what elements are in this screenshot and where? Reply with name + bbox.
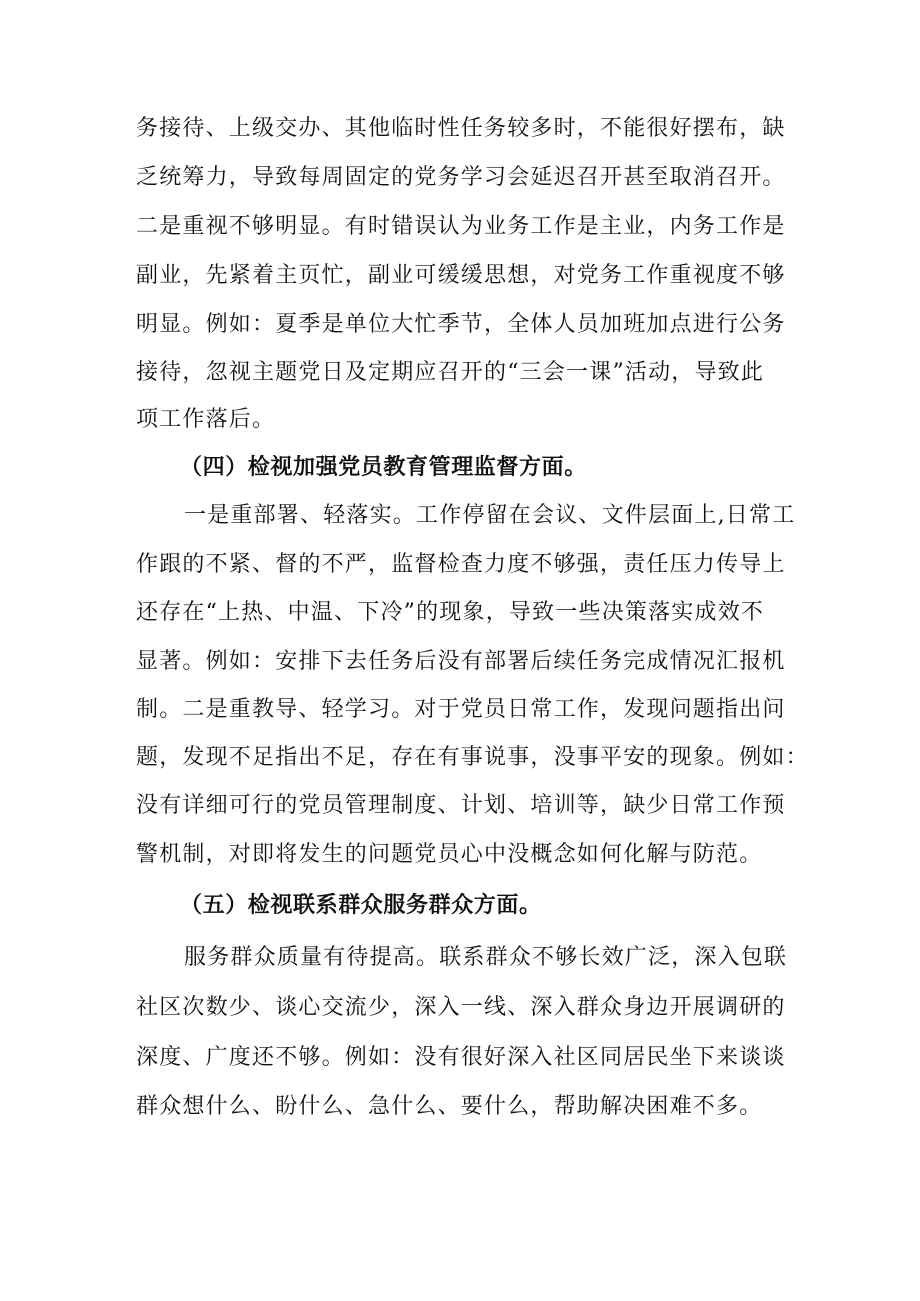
para2-line-1: 一是重部署、轻落实。工作停留在会议、文件层面上,日常工 (184, 503, 796, 528)
para3-line-3: 深度、广度还不够。例如：没有很好深入社区同居民坐下来谈谈 (136, 1045, 786, 1070)
para1-line-2: 乏统筹力，导致每周固定的党务学习会延迟召开甚至取消召开。 (136, 165, 786, 190)
para1-line-6: 接待，忽视主题党日及定期应召开的“三会一课”活动，导致此 (136, 360, 765, 385)
para3-line-1: 服务群众质量有待提高。联系群众不够长效广泛，深入包联 (184, 945, 788, 970)
para2-line-3: 还存在“上热、中温、下冷”的现象，导致一些决策落实成效不 (136, 600, 765, 625)
para3-line-2: 社区次数少、谈心交流少，深入一线、深入群众身边开展调研的 (136, 995, 786, 1020)
para2-line-7: 没有详细可行的党员管理制度、计划、培训等，缺少日常工作预 (136, 793, 786, 818)
para1-line-4: 副业，先紧着主页忙，副业可缓缓思想，对党务工作重视度不够 (136, 263, 786, 288)
para2-line-8: 警机制，对即将发生的问题党员心中没概念如何化解与防范。 (136, 842, 763, 867)
para2-line-4: 显著。例如：安排下去任务后没有部署后续任务完成情况汇报机 (136, 649, 786, 674)
para2-line-2: 作跟的不紧、督的不严，监督检查力度不够强，责任压力传导上 (136, 552, 786, 577)
section-heading-4: （四）检视加强党员教育管理监督方面。 (180, 454, 587, 480)
para1-line-3: 二是重视不够明显。有时错误认为业务工作是主业，内务工作是 (136, 214, 786, 239)
para2-line-6: 题，发现不足指出不足，存在有事说事，没事平安的现象。例如： (136, 745, 809, 770)
para1-line-1: 务接待、上级交办、其他临时性任务较多时，不能很好摆布，缺 (136, 116, 786, 141)
section-heading-5: （五）检视联系群众服务群众方面。 (180, 892, 542, 918)
para1-line-5: 明显。例如：夏季是单位大忙季节，全体人员加班加点进行公务 (136, 312, 786, 337)
para3-line-4: 群众想什么、盼什么、急什么、要什么，帮助解决困难不多。 (136, 1094, 763, 1119)
para1-line-7: 项工作落后。 (136, 407, 276, 432)
para2-line-5: 制。二是重教导、轻学习。对于党员日常工作，发现问题指出问 (136, 697, 786, 722)
